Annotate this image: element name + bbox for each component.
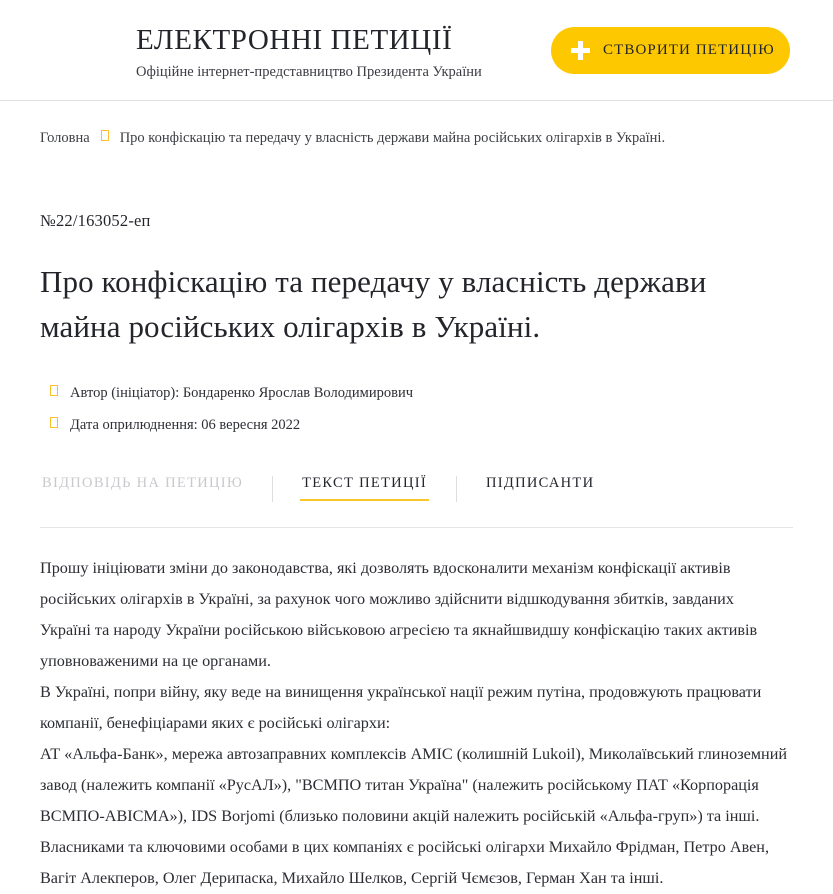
petition-paragraph: Прошу ініціювати зміни до законодавства, які дозволять вдосконалити механізм конфіскації активів російських олігархів в Україні, за рахунок чого можливо здійснити відшкодування збитків, завданих Україні та народу України російською військовою агресією та якнайшвидшу конфіскацію таких активів уповноваженими на це органами. bbox=[40, 559, 758, 670]
tabs-rule bbox=[40, 527, 793, 528]
petition-body bbox=[40, 553, 788, 894]
petition-meta-list bbox=[40, 383, 793, 435]
petition-paragraph: Власниками та ключовими особами в цих компаніях є російські олігархи Михайло Фрідман, Петро Авен, Вагіт Алекперов, Олег Дерипаска, Михайло Шелков, Сергій Чємєзов, Герман Хан та інші. bbox=[40, 838, 770, 887]
petition-tabs bbox=[40, 475, 793, 513]
tab-divider bbox=[456, 476, 457, 502]
tab-response-label: ВІДПОВІДЬ НА ПЕТИЦІЮ bbox=[42, 475, 244, 491]
petition-meta-date-text: Дата оприлюднення: 06 вересня 2022 bbox=[70, 417, 301, 433]
tab-signatories[interactable] bbox=[484, 475, 596, 499]
tab-response[interactable] bbox=[40, 475, 245, 499]
petition-paragraph: АТ «Альфа-Банк», мережа автозаправних комплексів АМІС (колишній Lukoil), Миколаївський глиноземний завод (належить компанії «РусАЛ»), "ВСМПО титан Україна" (належить російському ПАТ «Корпорація ВСМПО-АВІСМА»), IDS Borjomi (близько половини акцій належить російській «Альфа-груп») та інші. bbox=[40, 745, 788, 825]
petition-meta-author-text: Автор (ініціатор): Бондаренко Ярослав Володимирович bbox=[70, 385, 414, 401]
petition-meta-date bbox=[40, 415, 793, 435]
tab-divider bbox=[272, 476, 273, 502]
create-petition-label: СТВОРИТИ ПЕТИЦІЮ bbox=[603, 42, 775, 58]
create-petition-button[interactable] bbox=[551, 27, 790, 74]
site-header bbox=[0, 0, 833, 101]
breadcrumb bbox=[0, 101, 833, 148]
petition-paragraph: В Україні, попри війну, яку веде на винищення української нації режим путіна, продовжують працювати компанії, бенефіціарами яких є російські олігархи: bbox=[40, 683, 762, 732]
square-box-icon bbox=[50, 417, 58, 428]
brand-block bbox=[136, 24, 482, 81]
petition-title: Про конфіскацію та передачу у власність держави майна російських олігархів в Україні. bbox=[40, 264, 707, 344]
tab-petition-text-label: ТЕКСТ ПЕТИЦІЇ bbox=[302, 475, 427, 491]
plus-icon bbox=[571, 41, 590, 60]
petition-meta-author bbox=[40, 383, 793, 403]
brand-title: ЕЛЕКТРОННІ ПЕТИЦІЇ bbox=[136, 24, 453, 56]
breadcrumb-home-link[interactable]: Головна bbox=[40, 130, 90, 146]
tab-signatories-label: ПІДПИСАНТИ bbox=[485, 475, 595, 491]
petition-main bbox=[0, 211, 833, 894]
tab-petition-text[interactable] bbox=[300, 475, 429, 501]
breadcrumb-current: Про конфіскацію та передачу у власність держави майна російських олігархів в Україні. bbox=[119, 130, 666, 146]
brand-subtitle: Офіційне інтернет-представництво Президента України bbox=[136, 64, 482, 80]
breadcrumb-separator-icon bbox=[101, 130, 109, 141]
square-box-icon bbox=[50, 385, 58, 396]
petition-number: №22/163052-еп bbox=[40, 211, 151, 230]
